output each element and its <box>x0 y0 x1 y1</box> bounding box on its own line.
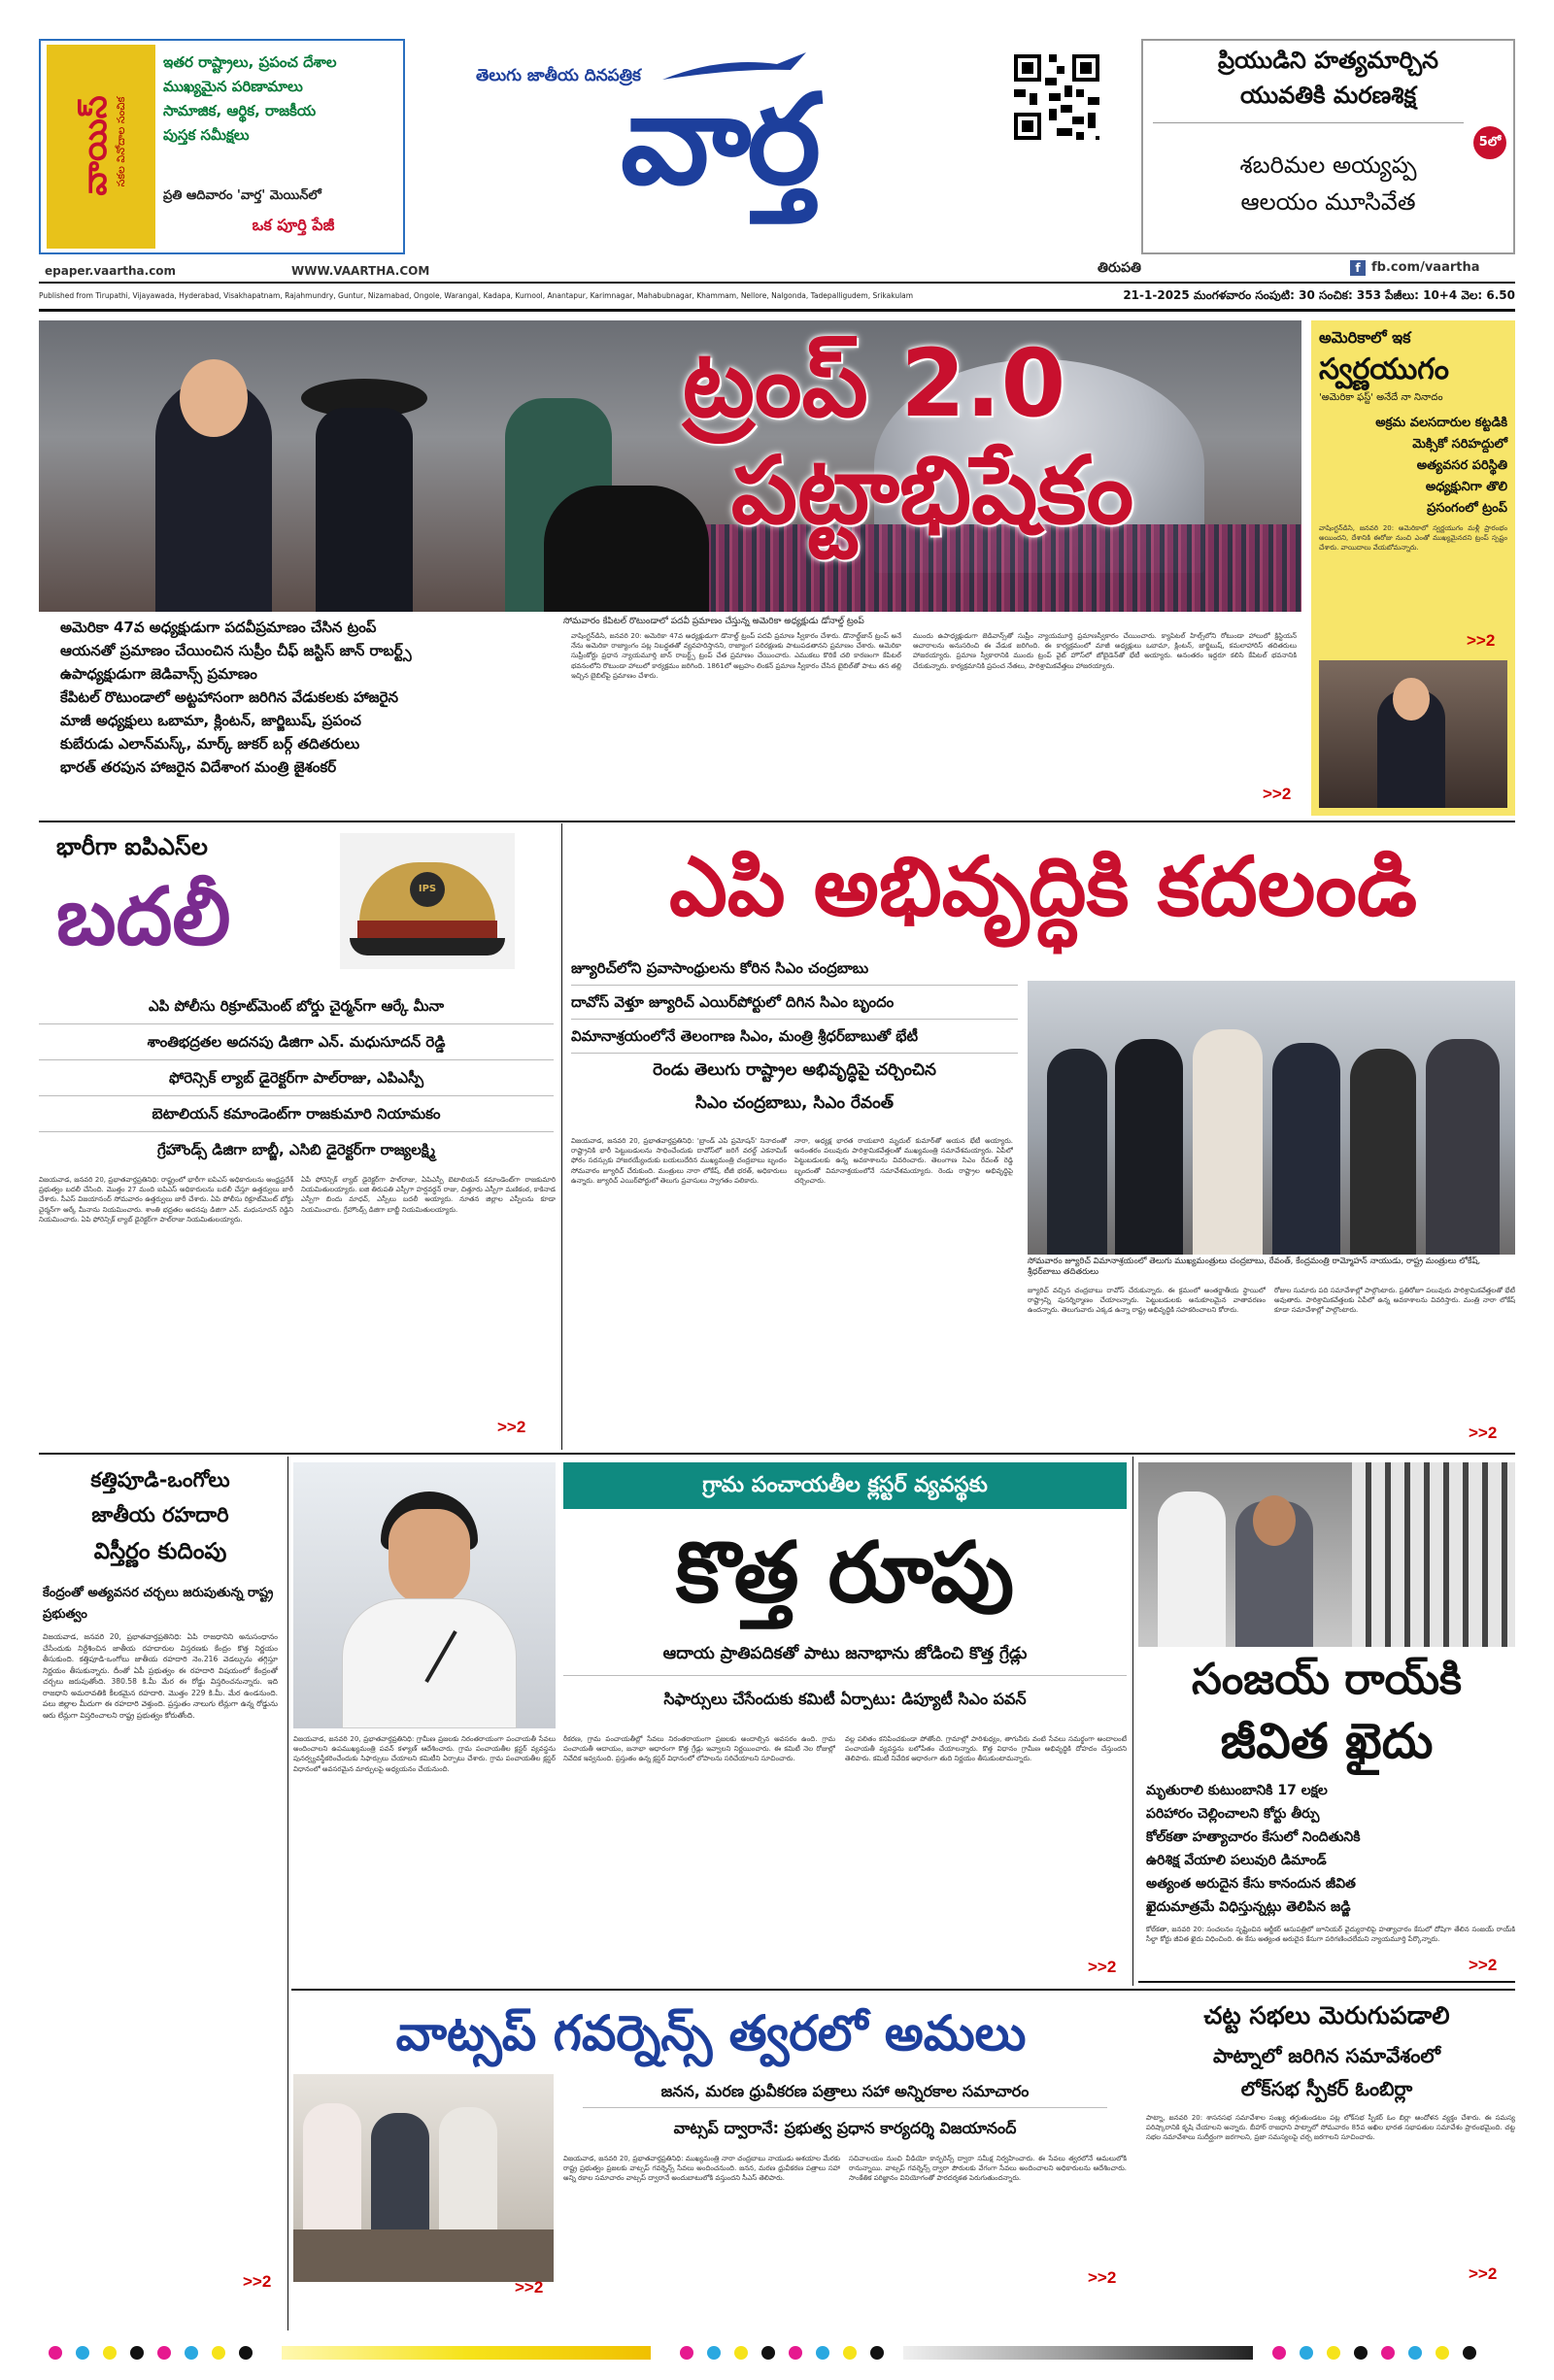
whatsapp-body-2: సచివాలయం నుంచి వీడియో కాన్ఫరెన్స్ ద్వారా సమీక్ష నిర్వహించారు. ఈ సేవలు త్వరలోనే అమలులోకి రానున్నాయి. వాట్సప్ గవర్నెన్స్ ద్వారా పౌరులకు వేగంగా సేవలు అందించాలని అధికారులను ఆదేశించారు. సాంకేతిక పరిజ్ఞానం వినియోగంతో పారదర్శకత పెరుగుతుందన్నారు. <box>849 2155 1127 2183</box>
pawan-body <box>342 1598 517 1728</box>
sanjay-bullet: కోల్‌కతా హత్యాచారం కేసులో నిందితునికి <box>1146 1829 1361 1845</box>
sanjay-headline-1: సంజయ్ రాయ్‌కి <box>1191 1655 1463 1704</box>
section-rule-2 <box>39 1453 1515 1455</box>
teaser-divider <box>1153 122 1464 123</box>
registration-dot <box>49 2346 62 2360</box>
masthead-rule <box>39 282 1515 284</box>
cluster-headline: కొత్త రూపు <box>675 1525 1015 1622</box>
patna-body: పాట్నా, జనవరి 20: శాసనసభ సమావేశాల సంఖ్య తగ్గుతుండటం పట్ల లోక్‌సభ స్పీకర్ ఓం బిర్లా ఆందోళన వ్యక్తం చేశారు. ఈ సమస్య పరిష్కారానికి కృషి చేయాలని అన్నారు. బీహార్ రాజధాని పాట్నాలో సోమవారం 85వ అఖిల భారత సభాపతుల సమావేశం ప్రారంభమైంది. చట్ట సభల సమావేశాలు సుదీర్ఘంగా జరగాలని, ప్రజా సమస్యలపై చర్చ జరగాలని సూచించారు. <box>1146 2114 1515 2142</box>
ap-bullet: దావోస్ వెళ్తూ జ్యూరిచ్ ఎయిర్‌పోర్టులో దిగిన సిఎం బృందం <box>571 986 1018 1020</box>
lead-bullet: కుబేరుడు ఎలాన్‌మస్క్, మార్క్ జుకర్ బర్గ్ తదితరులు <box>60 735 360 753</box>
promo-line: ముఖ్యమైన పరిణామాలు <box>163 78 303 95</box>
lead-bullet: ఉపాధ్యక్షుడుగా జెడివాన్స్ ప్రమాణం <box>60 665 257 683</box>
lead-bullet: భారత్ తరపున హాజరైన విదేశాంగ మంత్రి జైశంకర్ <box>60 758 337 776</box>
lead-bullet: ఆయనతో ప్రమాణం చేయించిన సుప్రీం చీఫ్ జస్టిస్ జాన్ రాబర్ట్స్ <box>60 642 412 659</box>
registration-bar <box>903 2346 1253 2360</box>
cluster-body-2: రీకరణ, గ్రామ పంచాయతీల్లో సేవలు నిరంతరాయంగా ప్రజలకు అందాల్సిన అవసరం ఉంది. గ్రామ పంచాయతీ ఆదాయం, జనాభా ఆధారంగా కొత్త గ్రేడ్లు ఇవ్వాలని నిర్ణయించారు. ఈ కమిటీ నెల రోజుల్లో నివేదిక ఇవ్వనుంది. ప్రస్తుతం ఉన్న క్లస్టర్ విధానంలో లోపాలను సరిచేయాలని సూచించారు. <box>563 1735 835 1763</box>
registration-dot <box>707 2346 721 2360</box>
sanjay-continued[interactable]: >>2 <box>1469 1956 1498 1974</box>
us-sidebar-headline: స్వర్ణయుగం <box>1319 352 1449 386</box>
registration-dot <box>816 2346 829 2360</box>
highway-headline-3: విస్తీర్ణం కుదింపు <box>93 1539 227 1564</box>
sanjay-headline-2: జీవిత ఖైదు <box>1220 1713 1434 1769</box>
pawan-face <box>388 1509 470 1606</box>
ap-body-1: విజయవాడ, జనవరి 20, ప్రభాతవార్తప్రతినిధి: 'బ్రాండ్ ఎపి ప్రమోషన్' నినాదంతో రాష్ట్రానికి భారీ పెట్టుబడులను సాధించేందుకు దావోస్‌లో జరిగే వరల్డ్ ఎకనామిక్ ఫోరం సదస్సుకు హాజరయ్యేందుకు బయలుదేరిన ముఖ్యమంత్రి చంద్రబాబు బృందం సోమవారం జ్యూరిచ్ చేరుకుంది. మంత్రులు నారా లోకేష్, టీజీ భరత్, అధికారులు ఉన్నారు. జ్యూరిచ్ ఎయిర్‌పోర్టులో తెలుగు ప్రవాసులు స్వాగతం పలికారు. <box>571 1137 787 1185</box>
cluster-continued[interactable]: >>2 <box>1088 1958 1117 1976</box>
ips-continued[interactable]: >>2 <box>497 1418 526 1436</box>
whatsapp-sub-2: వాట్సప్ ద్వారానే: ప్రభుత్వ ప్రధాన కార్యదర్శి విజయానంద్ <box>673 2119 1017 2137</box>
ap-bullet: సిఎం చంద్రబాబు, సిఎం రేవంత్ <box>695 1093 894 1113</box>
person <box>1350 1049 1416 1255</box>
patna-continued[interactable]: >>2 <box>1469 2264 1498 2283</box>
melania-figure <box>316 408 413 612</box>
ips-bullet: శాంతిభద్రతల అదనపు డిజిగా ఎన్. మధుసూదన్ రెడ్డి <box>39 1024 554 1060</box>
us-sidebar-point: అక్రమ వలసదారుల కట్టడికి <box>1375 416 1507 430</box>
whatsapp-continued-left[interactable]: >>2 <box>515 2278 544 2296</box>
registration-dot <box>761 2346 775 2360</box>
lead-body-1: వాషింగ్టన్‌డిసి, జనవరి 20: అమెరికా 47వ అధ్యక్షుడుగా డొనాల్డ్ ట్రంప్ పదవీ ప్రమాణ స్వీకారం చేశారు. డొనాల్డ్‌జాన్ ట్రంప్ అనే నేను అమెరికా రాజ్యాంగం పట్ల నిబద్ధతతో వ్యవహరిస్తానని, రాజ్యాంగ పరిరక్షణకు పాటుపడతానని ప్రమాణం చేశారు. అమెరికా సుప్రీంకోర్టు ప్రధాన న్యాయమూర్తి జాన్ రాబర్ట్స్ ట్రంప్ చేత ప్రమాణం చేయించారు. ఎముకలు కొరికే చలి కారణంగా కేపిటల్ భవనంలోని రొటుండా హాలులో కార్యక్రమం జరిగింది. 1861లో అబ్రహం లింకన్ ప్రమాణ స్వీకారం చేసిన బైబిల్‌తో పాటు తన తల్లి ఇచ్చిన బైబిల్‌పై ప్రమాణం చేశారు. <box>571 632 901 680</box>
lead-photo-caption: సోమవారం కేపిటల్ రొటుండాలో పదవీ ప్రమాణం చేస్తున్న అమెరికా అధ్యక్షుడు డోనాల్డ్ ట్రంప్ <box>563 617 864 626</box>
highway-headlines <box>39 1462 282 1571</box>
highway-col-rule <box>287 1457 288 2330</box>
teaser-top-2: యువతికి మరణశిక్ష <box>1239 82 1417 109</box>
dateline-rule <box>39 309 1515 312</box>
jail-bars <box>1352 1462 1515 1647</box>
zurich-airport-photo <box>1028 981 1515 1255</box>
highway-headline-1: కత్తిపూడి-ఒంగోలు <box>90 1468 230 1492</box>
trump-speech-photo <box>1319 660 1507 808</box>
ips-kicker: భారీగా ఐపిఎస్‌ల <box>56 833 208 860</box>
patna-sub-2: లోక్‌సభ స్పీకర్ ఓంబిర్లా <box>1240 2077 1413 2100</box>
cap-visor <box>350 938 505 955</box>
ips-bullets <box>39 989 554 1167</box>
registration-dot <box>1436 2346 1449 2360</box>
cluster-sub-2: సిఫార్సులు చేసేందుకు కమిటీ ఏర్పాటు: డిప్యూటీ సిఎం పవన్ <box>663 1690 1027 1708</box>
pawan-kalyan-photo <box>293 1462 556 1728</box>
registration-dot <box>185 2346 198 2360</box>
cluster-sub-rule <box>563 1675 1127 1676</box>
person <box>439 2107 497 2229</box>
meeting-table <box>293 2229 554 2282</box>
promo-box-left <box>39 39 405 254</box>
registration-dot <box>103 2346 117 2360</box>
registration-dot <box>789 2346 802 2360</box>
cluster-col-rule <box>1132 1457 1133 1986</box>
ap-bullets <box>571 952 1018 1120</box>
promo-line: పుస్తక సమీక్షలు <box>163 126 250 144</box>
ap-bullet: రెండు తెలుగు రాష్ట్రాల అభివృద్ధిపై చర్చించిన <box>653 1060 936 1080</box>
promo-sunday: ప్రతి ఆదివారం 'వార్త' మెయిన్‌లో <box>163 188 321 203</box>
registration-dot <box>843 2346 857 2360</box>
tagline: తెలుగు జాతీయ దినపత్రిక <box>476 66 641 85</box>
us-sidebar-continued[interactable]: >>2 <box>1467 631 1496 650</box>
ips-body-2: ఏపీ ఫోరెన్సిక్ ల్యాబ్ డైరెక్టర్‌గా పాల్‌రాజు, ఏపిఎస్పీ బెటాలియన్ కమాండెంట్‌గా రాజకుమారి నియమితులయ్యారు. ఐజి తిరుపతి ఎస్పీగా హర్షవర్ధన్ రాజు, చిత్తూరు ఎస్పీగా మణికంఠ, కాకినాడ ఎస్పీగా బిందు మాధవ్, ఎస్పీలు బదలీ అయ్యారు. నూతన జిల్లాల ఎస్పీలను కూడా నియమించారు. గ్రేహౌండ్స్ డిజిగా బాబ్జీ నియమితులయ్యారు. <box>301 1176 556 1214</box>
sanjay-bullet: ఉరిశిక్ష వేయాలి పలువురి డిమాండ్ <box>1146 1853 1327 1868</box>
us-sidebar-point: మెక్సికో సరిహద్దులో <box>1412 437 1507 452</box>
highway-sub: కేంద్రంతో అత్యవసర చర్చలు జరుపుతున్న రాష్ట్ర ప్రభుత్వం <box>43 1586 274 1622</box>
teaser-bottom-2: ఆలయం మూసివేత <box>1240 188 1416 216</box>
whatsapp-meeting-photo <box>293 2074 554 2282</box>
police-cap-photo <box>340 833 515 969</box>
whatsapp-continued[interactable]: >>2 <box>1088 2268 1117 2287</box>
highway-headline-2: జాతీయ రహదారి <box>91 1503 229 1526</box>
trump-face <box>180 359 248 437</box>
us-sidebar-body: వాషింగ్టన్‌డిసి, జనవరి 20: అమెరికాలో స్వర్ణయుగం మళ్లీ ప్రారంభం అయిందని, దేశానికి ఈరోజు నుంచి ఎంతో ముఖ్యమైనదని ట్రంప్ స్పష్టం చేశారు. వాయిదాలు వేయబోమన్నారు. <box>1319 524 1507 553</box>
lead-bullets <box>39 616 563 779</box>
sanjay-body: కోల్‌కతా, జనవరి 20: సంచలనం సృష్టించిన ఆర్జీకర్ ఆసుపత్రిలో జూనియర్ వైద్యురాలిపై హత్యాచారం కేసులో దోషిగా తేలిన సంజయ్ రాయ్‌కి సీల్దా కోర్టు జీవిత ఖైదు విధించింది. ఈ కేసు అత్యంత అరుదైన కేసుగా పరిగణించలేమని న్యాయమూర్తి పేర్కొన్నారు. <box>1146 1926 1515 1944</box>
registration-dot <box>1463 2346 1476 2360</box>
us-sidebar <box>1311 320 1515 816</box>
ap-body-2: నారా, అధ్యక్ష భారత రాయబారి మృదుల్ కుమార్‌తో అయన భేటీ అయ్యారు. అనంతరం పలువురు పారిశ్రామికవేత్తలతో ముఖ్యమంత్రి సమావేశమయ్యారు. ఏపీలో పెట్టుబడులకు ఉన్న అవకాశాలను వివరించారు. తెలంగాణ సిఎం రేవంత్ రెడ్డి బృందంతో విమానాశ్రయంలోనే సమావేశమయ్యారు. రెండు రాష్ట్రాల అభివృద్ధిపై చర్చించారు. <box>794 1137 1013 1185</box>
cluster-kicker-box <box>563 1462 1127 1509</box>
teaser-bottom-1: శబరిమల అయ్యప్ప <box>1239 151 1417 179</box>
highway-continued[interactable]: >>2 <box>243 2272 272 2291</box>
promo-full-page: ఒక పూర్తి పేజీ <box>252 216 335 234</box>
registration-dot <box>1327 2346 1340 2360</box>
whatsapp-sub-rule <box>583 2107 1107 2108</box>
voice-logo <box>47 45 155 249</box>
editions-line: Published from Tirupathi, Vijayawada, Hyderabad, Visakhapatnam, Rajahmundry, Guntur, Nizamabad, Ongole, Warangal, Kadapa, Kurnool, Anantapur, Karimnagar, Mahabubnagar, Khammam, Nellore, Nalgonda, Tadepalligudem, Srikakulam <box>39 291 914 300</box>
city-label: తిరుపతి <box>1098 260 1141 276</box>
registration-dot <box>76 2346 89 2360</box>
section-rule <box>39 821 1515 822</box>
patna-sub-1: పాట్నాలో జరిగిన సమావేశంలో <box>1212 2044 1441 2067</box>
ap-continued[interactable]: >>2 <box>1469 1424 1498 1442</box>
epaper-url[interactable]: epaper.vaartha.com <box>45 264 177 278</box>
promo-line: సామాజిక, ఆర్థిక, రాజకీయ <box>163 102 317 119</box>
ips-headline: బదలీ <box>56 871 231 963</box>
person <box>1272 1043 1340 1255</box>
person <box>1047 1049 1107 1255</box>
facebook-icon: f <box>1350 260 1366 276</box>
qr-code-icon <box>1010 50 1103 144</box>
registration-dot <box>1381 2346 1395 2360</box>
sanjay-bullet: ఖైదుమాత్రమే విధిస్తున్నట్లు తెలిపిన జడ్జి <box>1146 1899 1351 1915</box>
us-sidebar-quote: 'అమెరికా ఫస్ట్' అనేదే నా నినాదం <box>1319 392 1443 403</box>
person <box>371 2113 429 2229</box>
lead-body-2: ముందు ఉపాధ్యక్షుడుగా జెడివాన్స్‌తో సుప్రీం న్యాయమూర్తి ప్రమాణస్వీకారం చేయించారు. క్యాపిటల్ హిల్స్‌లోని రోటుండా హాలులో క్రిస్టియన్ ఆచారాలను అనుసరించి ఈ వేడుక జరిగింది. ఈ కార్యక్రమంలో మాజీ అధ్యక్షులు ఒబామా, క్లింటన్, జార్జిబుష్, కమలాహారిస్ తదితరులు హాజరయ్యారు. ప్రమాణ స్వీకారానికి ముందు ట్రంప్ వైట్ హౌస్‌లో జోబైడెన్‌తో భేటీ అయ్యారు. అనంతరం ఇద్దరూ కలిసి కేపిటల్ భవనానికి చేరుకున్నారు. కార్యక్రమానికి ప్రపంచ నేతలు, పారిశ్రామికవేత్తలు హాజరయ్యారు. <box>913 632 1297 670</box>
lead-headline-1: ట్రంప్ 2.0 <box>682 329 1066 438</box>
dateline: 21-1-2025 మంగళవారం సంపుటి: 30 సంచిక: 353 పేజీలు: 10+4 వెల: 6.50 <box>1123 288 1515 302</box>
person <box>1426 1039 1500 1255</box>
cluster-body-1: విజయవాడ, జనవరి 20, ప్రభాతవార్తప్రతినిధి: గ్రామీణ ప్రజలకు నిరంతరాయంగా పంచాయతీ సేవలు అందించాలని ఉపముఖ్యమంత్రి పవన్ కళ్యాణ్ ఆదేశించారు. గ్రామ పంచాయతీల క్లస్టర్ వ్యవస్థను పునర్వ్యవస్థీకరించేందుకు సిఫార్సులు చేయాలని కమిటీని ఏర్పాటు చేశారు. గ్రామ పంచాయతీల క్లస్టర్ విధానంలో అవసరమైన మార్పులపై అధ్యయనం చేయనుంది. <box>293 1735 556 1773</box>
logo: వార్త <box>620 68 818 213</box>
whatsapp-headline: వాట్సప్ గవర్నెన్స్ త్వరలో అమలు <box>395 2005 1027 2062</box>
trump-speech-face <box>1393 678 1430 721</box>
ap-bullet: జ్యూరిచ్‌లోని ప్రవాసాంధ్రులను కోరిన సిఎం చంద్రబాబు <box>571 952 1018 986</box>
patna-top-rule <box>1138 1981 1515 1983</box>
registration-dot <box>1408 2346 1422 2360</box>
lead-continued-marker[interactable]: >>2 <box>1263 785 1292 803</box>
lead-headline-2: పట్టాభిషేకం <box>730 436 1134 545</box>
voice-logo-text: వాయిస్ <box>76 95 115 196</box>
ap-bullet: విమానాశ్రయంలోనే తెలంగాణ సిఎం, మంత్రి శ్రీధర్‌బాబుతో భేటీ <box>571 1020 1018 1054</box>
registration-dot <box>1300 2346 1313 2360</box>
sanjay-bullet: అత్యంత అరుదైన కేసు కానందున జీవిత <box>1146 1876 1356 1892</box>
ap-headline: ఎపి అభివృద్ధికి కదలండి <box>668 839 1418 934</box>
promo-lines <box>163 50 398 148</box>
ips-bullet: ఎపి పోలీసు రిక్రూట్‌మెంట్ బోర్డు చైర్మన్‌గా ఆర్కే మీనా <box>39 989 554 1024</box>
ips-bullet: ఫోరెన్సిక్ ల్యాబ్ డైరెక్టర్‌గా పాల్‌రాజు, ఎపిఎస్పీ <box>39 1060 554 1096</box>
registration-bar <box>282 2346 651 2360</box>
lead-bullet: మాజీ అధ్యక్షులు ఒబామా, క్లింటన్, జార్జిబుష్, ప్రపంచ <box>60 712 361 729</box>
registration-dot <box>870 2346 884 2360</box>
registration-dot <box>157 2346 171 2360</box>
teaser-page-badge[interactable]: 5లో <box>1473 126 1506 159</box>
registration-dot <box>130 2346 144 2360</box>
person <box>1193 1029 1263 1255</box>
ap-body-3: జ్యూరిచ్ వచ్చిన చంద్రబాబు దావోస్ చేరుకున్నారు. ఈ క్రమంలో అంతర్జాతీయ స్థాయిలో రాష్ట్రాన్ని పునర్నిర్మాణం చేయాలన్నారు. పెట్టుబడులకు అనుకూలమైన వాతావరణం ఉందన్నారు. తెలుగువారు ఎక్కడ ఉన్నా రాష్ట్ర అభివృద్ధికి సహకరించాలని కోరారు. <box>1028 1287 1266 1315</box>
ips-col-rule <box>561 823 562 1450</box>
registration-dot <box>680 2346 693 2360</box>
highway-body: విజయవాడ, జనవరి 20, ప్రభాతవార్తప్రతినిధి: ఏపి రాజధానిని అనుసంధానం చేసేందుకు నిర్దేశించిన జాతీయ రహదారుల విస్తరణకు కేంద్రం కొత్త నిర్ణయం తీసుకుంది. కత్తిపూడి-ఒంగోలు జాతీయ రహదారి నెం.216 వెడల్పును తగ్గిస్తూ నిర్ణయం తీసుకున్నారు. దీంతో ఏపీ ప్రభుత్వం ఈ రహదారి విషయంలో కేంద్రంతో చర్చలు జరుపుతోంది. 380.58 కి.మీ మేర ఈ రోడ్డు విస్తరించనున్నారు. ఇది రాజధాని అమరావతికి కీలకమైన రహదారి. మొత్తం 229 కి.మీ. మేర ఉండనుంది. పలు జిల్లాల మీదుగా ఈ రహదారి వెళ్తుంది. ప్రస్తుతం నాలుగు లేన్లుగా ఉన్న రోడ్డును ఆరు లేన్లుగా విస్తరించాలని రాష్ట్ర ప్రభుత్వం కోరుతోంది. <box>43 1632 278 1720</box>
us-sidebar-point: ప్రసంగంలో ట్రంప్ <box>1427 501 1507 516</box>
registration-dot <box>1354 2346 1368 2360</box>
patna-headline: చట్ట సభలు మెరుగుపడాలి <box>1203 2001 1450 2029</box>
registration-dot <box>1272 2346 1286 2360</box>
registration-dot <box>212 2346 225 2360</box>
officer-figure <box>1158 1492 1226 1647</box>
teaser-box-right <box>1141 39 1515 254</box>
promo-line: ఇతర రాష్ట్రాలు, ప్రపంచ దేశాల <box>163 53 337 71</box>
sanjay-bullets <box>1146 1779 1515 1919</box>
zurich-photo-caption: సోమవారం జ్యూరిచ్ విమానాశ్రయంలో తెలుగు ముఖ్యమంత్రులు చంద్రబాబు, రేవంత్, కేంద్రమంత్రి రామ్మోహన్ నాయుడు, రాష్ట్ర మంత్రులు లోకేష్, శ్రీధర్‌బాబు తదితరులు <box>1028 1257 1481 1277</box>
us-sidebar-point: అత్యవసర పరిస్థితి <box>1416 458 1507 473</box>
teaser-top-1: ప్రియుడిని హత్యమార్చిన <box>1218 47 1438 74</box>
person <box>1115 1039 1183 1255</box>
lead-bullet: అమెరికా 47వ అధ్యక్షుడుగా పదవీప్రమాణం చేసిన ట్రంప్ <box>60 619 377 636</box>
person <box>303 2103 361 2229</box>
us-sidebar-point: అధ్యక్షునిగా తొలి <box>1425 480 1507 494</box>
voice-logo-sub: సకల వినోదాల సంచిక <box>115 96 127 187</box>
us-sidebar-kicker: అమెరికాలో ఇక <box>1319 328 1411 347</box>
sanjay-face <box>1253 1495 1296 1546</box>
ips-bullet: గ్రేహౌండ్స్ డిజిగా బాబ్జీ, ఎసిబి డైరెక్టర్‌గా రాజ్యలక్ష్మి <box>156 1141 436 1158</box>
cluster-body-3: వల్ల పలితం కనిపించకుండా పోతోంది. గ్రామాల్లో పారిశుధ్యం, తాగునీరు వంటి సేవలు సమర్థంగా అందాలంటే పంచాయతీ వ్యవస్థను బలోపేతం చేయాలన్నారు. కొత్త విధానం గ్రామీణ అభివృద్ధికి దోహదం చేస్తుందని తెలిపారు. కమిటీ నివేదిక ఆధారంగా తుది నిర్ణయం తీసుకుంటామన్నారు. <box>845 1735 1127 1763</box>
sanjay-bullet: మృతురాలి కుటుంబానికి 17 లక్షల <box>1146 1783 1328 1798</box>
registration-dot <box>239 2346 253 2360</box>
facebook-url[interactable]: fb.com/vaartha <box>1371 260 1480 275</box>
ips-body-1: విజయవాడ, జనవరి 20, ప్రభాతవార్తప్రతినిధి: రాష్ట్రంలో భారీగా ఐపిఎస్ అధికారులను ఆంధ్రప్రదేశ్ ప్రభుత్వం బదలీ చేసింది. మొత్తం 27 మంది ఐపిఎస్ అధికారులను బదలీ చేస్తూ ఉత్తర్వులు జారీ చేశారు. సీఎస్ విజయానంద్ సోమవారం ఉత్తర్వులు జారీ చేశారు. ఏపి పోలీసు రిక్రూట్‌మెంట్ బోర్డు చైర్మన్‌గా ఆర్కే మీనాను నియమించారు. శాంతి భద్రతల అదనపు డిజిగా ఎన్. మధుసూదన్ రెడ్డిని నియమించారు. ఏపి ఫోరెన్సిక్ ల్యాబ్ డైరెక్టర్‌గా పాల్‌రాజు నియమితులయ్యారు. <box>39 1176 293 1224</box>
ap-body-4: రోజుల సుమారు పది సమావేశాల్లో పాల్గొంటారు. ప్రతిరోజూ పలువురు పారిశ్రామికవేత్తలతో భేటీ అవుతారు. పారిశ్రామికవేత్తలకు ఏపీలో ఉన్న అవకాశాలను వివరిస్తారు. మంత్రి నారా లోకేష్ కూడా సమావేశాల్లో పాల్గొంటారు. <box>1274 1287 1515 1315</box>
cluster-sub: ఆదాయ ప్రాతిపదికతో పాటు జనాభాను జోడించి కొత్త గ్రేడ్లు <box>662 1644 1028 1663</box>
www-url[interactable]: WWW.VAARTHA.COM <box>291 264 430 278</box>
sanjay-bullet: పరిహారం చెల్లించాలని కోర్టు తీర్పు <box>1146 1806 1320 1822</box>
section-rule-3 <box>291 1989 1515 1991</box>
ips-bullet: బెటాలియన్ కమాండెంట్‌గా రాజకుమారి నియామకం <box>39 1096 554 1132</box>
cluster-kicker: గ్రామ పంచాయతీల క్లస్టర్ వ్యవస్థకు <box>702 1473 988 1497</box>
lead-bullet: కేపిటల్ రొటుండాలో అట్టహాసంగా జరిగిన వేడుకలకు హాజరైన <box>60 688 398 706</box>
us-sidebar-points <box>1311 413 1515 520</box>
whatsapp-sub-1: జనన, మరణ ధ్రువీకరణ పత్రాలు సహా అన్నిరకాల సమాచారం <box>660 2082 1030 2100</box>
registration-dot <box>734 2346 748 2360</box>
whatsapp-body-1: విజయవాడ, జనవరి 20, ప్రభాతవార్తప్రతినిధి: ముఖ్యమంత్రి నారా చంద్రబాబు నాయుడు ఆశయాల మేరకు రాష్ట్ర ప్రభుత్వం ప్రజలకు వాట్సప్ గవర్నెన్స్ సేవలు అందించనుంది. జనన, మరణ ధ్రువీకరణ పత్రాలు సహా అన్ని రకాల సమాచారం వాట్సప్ ద్వారానే అందుబాటులోకి వస్తుందని సీఎస్ తెలిపారు. <box>563 2155 840 2183</box>
sanjay-roy-photo <box>1138 1462 1515 1647</box>
ips-badge: IPS <box>410 872 445 907</box>
